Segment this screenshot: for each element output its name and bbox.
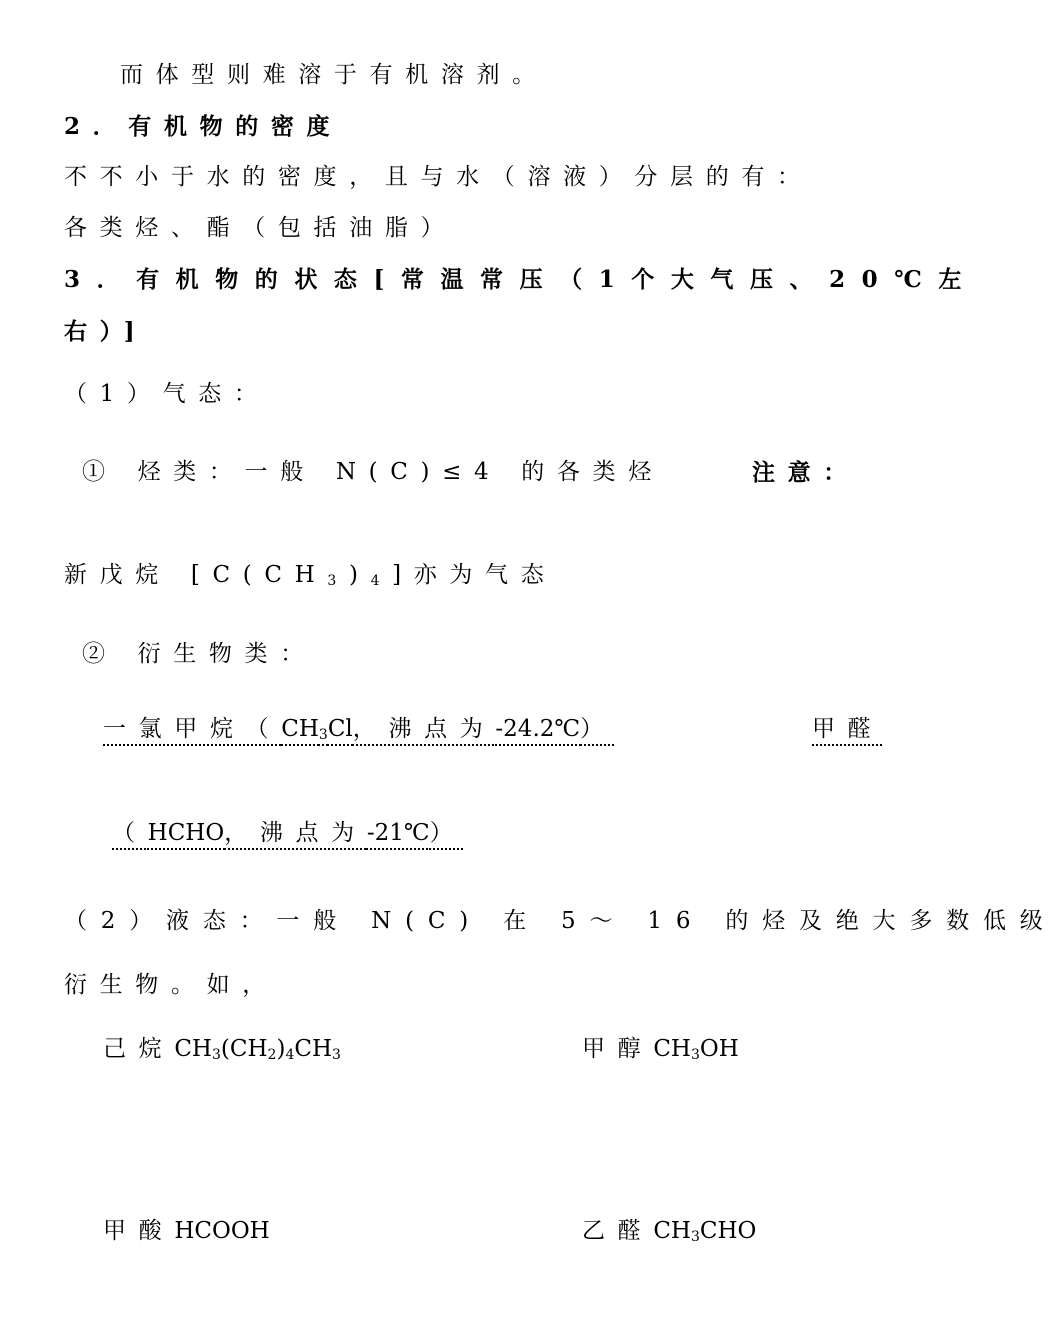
text-fragment: CH bbox=[281, 716, 319, 742]
subscript: 3 bbox=[690, 1047, 700, 1063]
emphasis-text: ，沸点为 bbox=[224, 820, 367, 846]
paragraph-line: 不不小于水的密度，且与水（溶液）分层的有： bbox=[64, 164, 813, 190]
formula bbox=[281, 716, 353, 742]
paragraph-line: 各类烃、酯（包括油脂） bbox=[64, 215, 457, 241]
paragraph-line: 衍生物。如， bbox=[64, 972, 278, 998]
text-fragment: CH bbox=[174, 1036, 212, 1062]
example-hexane bbox=[103, 1038, 341, 1062]
text-fragment: Cl bbox=[327, 716, 353, 742]
item-hydrocarbons: ① 烃类：一般 N(C)≤4 的各类烃 bbox=[82, 459, 664, 485]
emphasis-text: （ bbox=[112, 820, 148, 846]
example-methanol bbox=[582, 1038, 739, 1062]
item-derivatives: ② 衍生物类： bbox=[82, 641, 316, 667]
subsection-liquid: （2）液态：一般 N(C) 在 5～ 16 的烃及绝大多数低级 bbox=[64, 908, 1057, 934]
text-fragment: CH bbox=[653, 1218, 691, 1244]
chloromethane-line bbox=[103, 718, 616, 742]
text-fragment: ]亦为气态 bbox=[392, 562, 557, 588]
compound-name: 甲酸 bbox=[103, 1218, 175, 1244]
formaldehyde-line bbox=[112, 822, 465, 845]
example-acetaldehyde bbox=[582, 1220, 756, 1244]
compound-name: 己烷 bbox=[103, 1036, 175, 1062]
boiling-point: -21℃ bbox=[366, 820, 430, 846]
text-fragment: ) bbox=[348, 562, 371, 588]
subscript: 3 bbox=[332, 1047, 341, 1063]
subscript: 3 bbox=[318, 727, 328, 743]
subscript: 4 bbox=[370, 573, 393, 589]
text-fragment: CH bbox=[294, 1036, 333, 1062]
text-fragment: (CH bbox=[220, 1036, 268, 1062]
emphasis-text: ） bbox=[580, 716, 616, 742]
boiling-point: -24.2℃ bbox=[495, 716, 581, 742]
section-heading-state-cont: 右）] bbox=[64, 318, 148, 345]
note-label: 注意： bbox=[752, 459, 859, 486]
subscript: 3 bbox=[327, 573, 349, 589]
formula: HCHO bbox=[147, 820, 225, 846]
compound-name: 乙醛 bbox=[582, 1218, 654, 1244]
text-fragment: OH bbox=[699, 1036, 739, 1062]
formula bbox=[174, 1036, 341, 1062]
text-fragment: 新戊烷 [C(CH bbox=[64, 562, 328, 588]
emphasis-text: ） bbox=[429, 820, 466, 846]
text-fragment: CH bbox=[653, 1036, 691, 1062]
section-heading-density: 2．有机物的密度 bbox=[64, 113, 343, 140]
formula: HCOOH bbox=[174, 1218, 270, 1244]
emphasis-text: ，沸点为 bbox=[352, 716, 496, 742]
formula bbox=[653, 1218, 756, 1244]
subscript: 2 bbox=[267, 1047, 277, 1063]
subscript: 3 bbox=[690, 1229, 700, 1245]
text-fragment: CHO bbox=[699, 1218, 757, 1244]
formula bbox=[653, 1036, 739, 1062]
subscript: 4 bbox=[285, 1047, 295, 1063]
compound-name: 甲醇 bbox=[582, 1036, 654, 1062]
paragraph-line: 而体型则难溶于有机溶剂。 bbox=[120, 62, 548, 88]
example-formic-acid bbox=[103, 1220, 270, 1243]
subsection-gas: （1）气态： bbox=[64, 381, 270, 407]
subscript: 3 bbox=[211, 1047, 221, 1063]
neopentane-line bbox=[64, 564, 556, 588]
text-fragment: ) bbox=[276, 1036, 286, 1062]
section-heading-state: 3．有机物的状态[常温常压（1个大气压、20℃左 bbox=[64, 266, 978, 293]
emphasis-text: 一氯甲烷（ bbox=[103, 716, 282, 742]
formaldehyde-label: 甲醛 bbox=[812, 716, 884, 742]
